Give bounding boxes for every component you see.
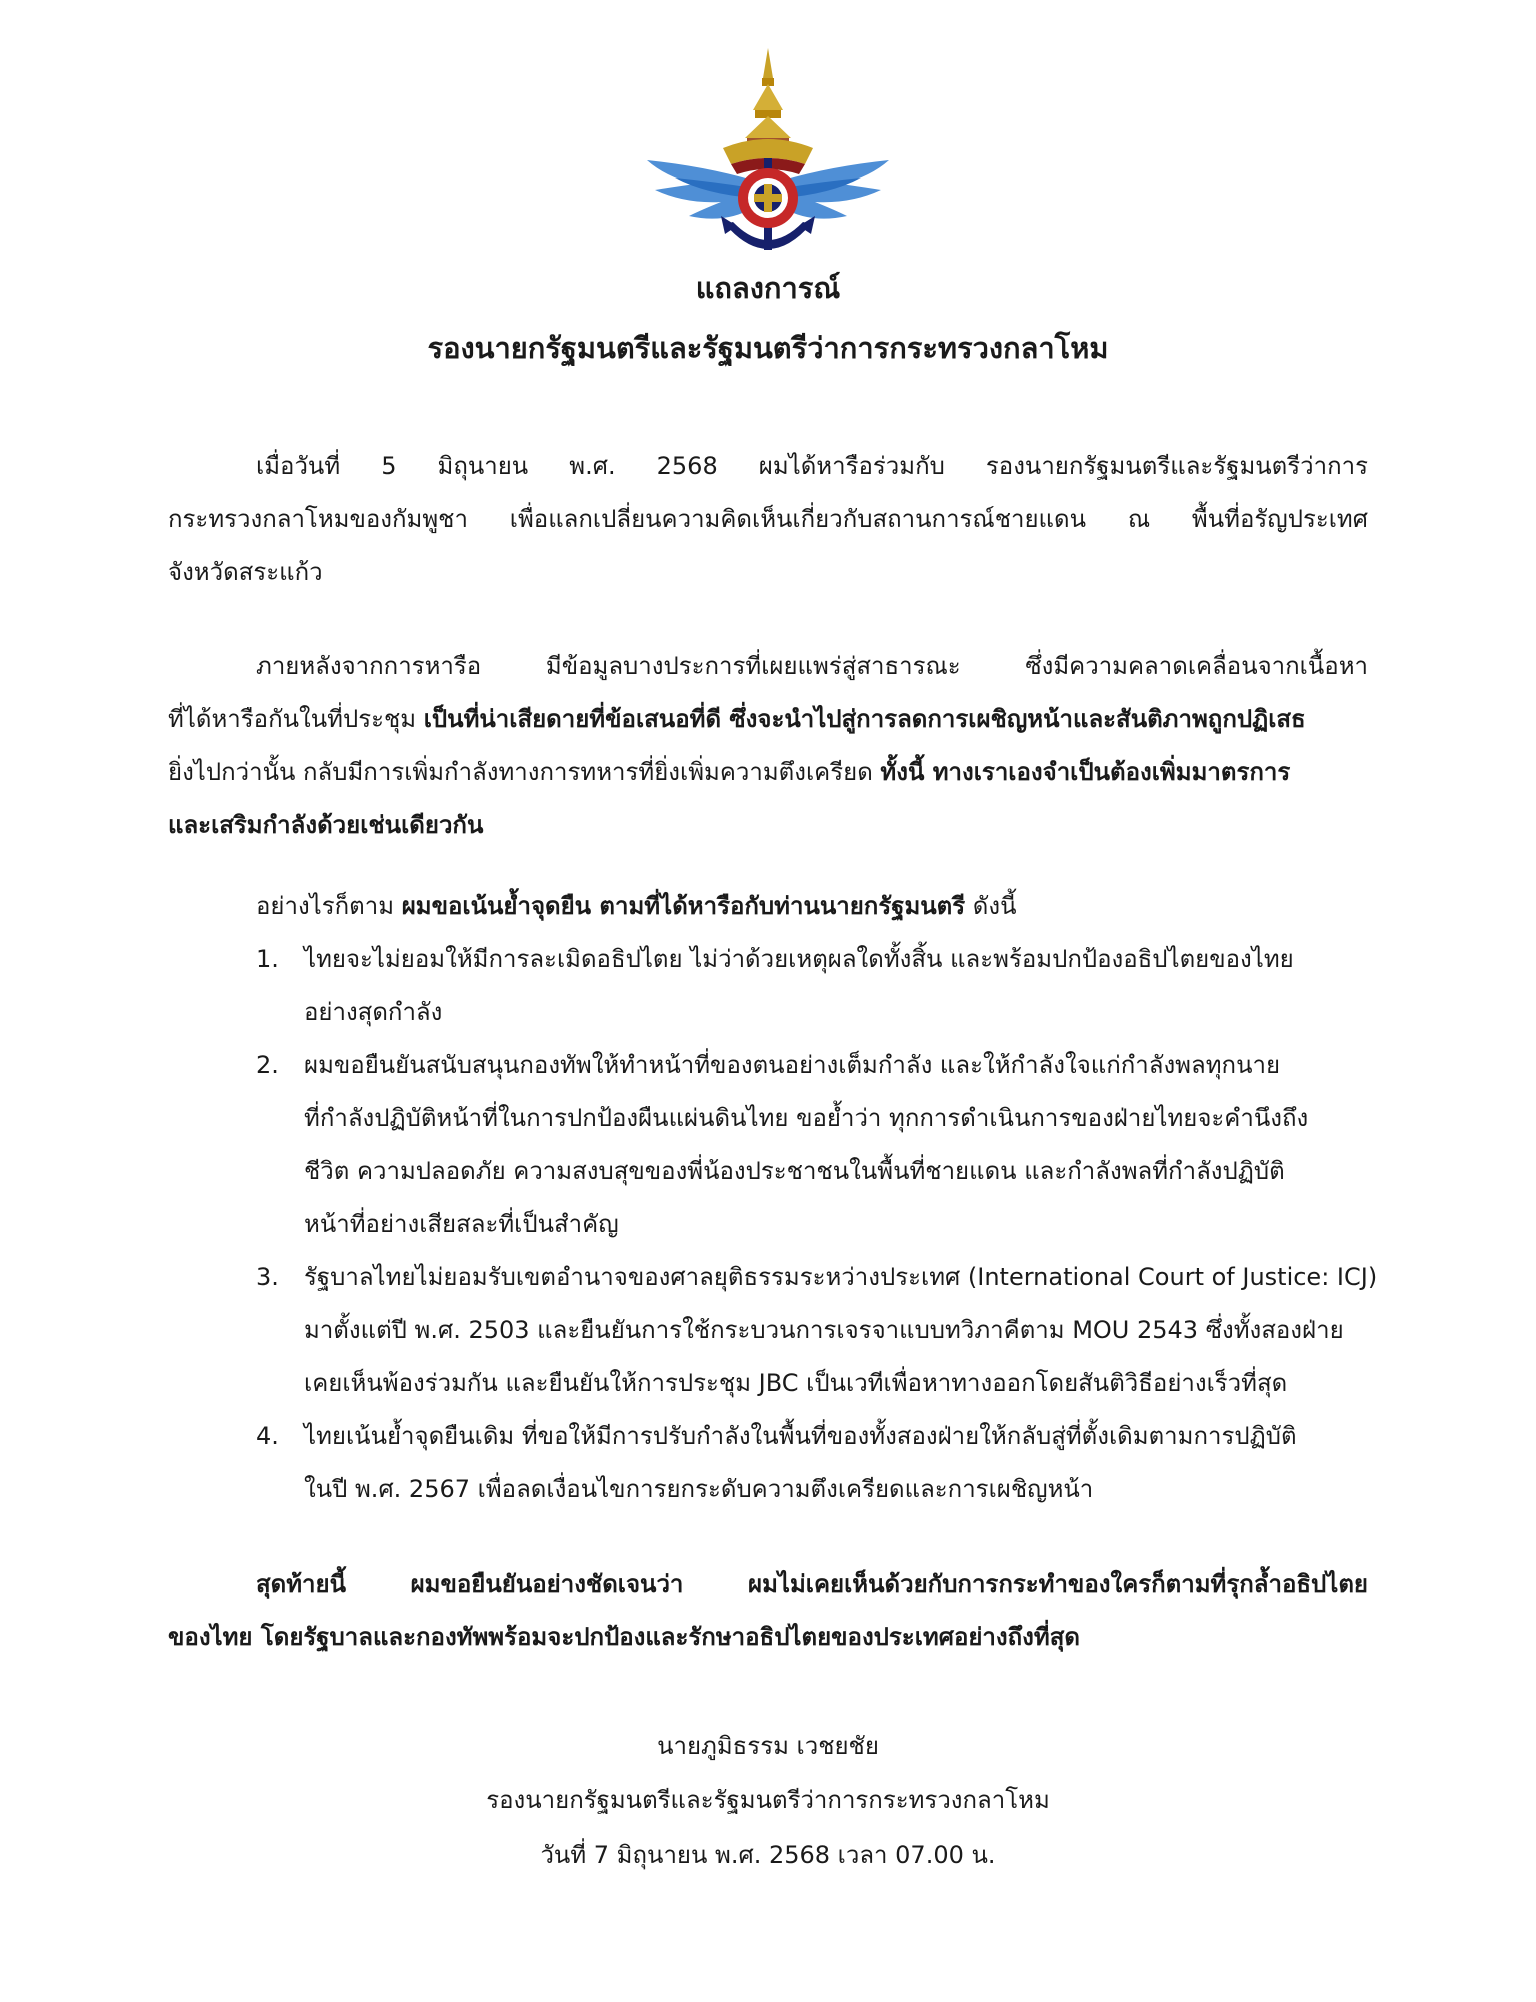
paragraph-line: จังหวัดสระแก้ว [168,558,323,586]
list-number: 1. [256,945,279,973]
paragraph-text: ที่ได้หารือกันในที่ประชุม [168,705,424,733]
signatory-position: รองนายกรัฐมนตรีและรัฐมนตรีว่าการกระทรวงกลาโหม [486,1786,1050,1814]
intro-text: อย่างไรก็ตาม [256,892,402,920]
list-line: มาตั้งแต่ปี พ.ศ. 2503 และยืนยันการใช้กระบวนการเจรจาแบบทวิภาคีตาม MOU 2543 ซึ่งทั้งสองฝ่าย [304,1316,1344,1344]
paragraph-line: ของไทย โดยรัฐบาลและกองทัพพร้อมจะปกป้องและรักษาอธิปไตยของประเทศอย่างถึงที่สุด [168,1623,1080,1651]
list-item [256,933,1368,1039]
intro-text: ดังนี้ [965,892,1017,920]
list-number: 2. [256,1051,279,1079]
list-item [256,1039,1368,1251]
list-intro [256,880,1017,933]
list-item [256,1410,1368,1516]
closing-paragraph [168,1558,1368,1664]
document-title: แถลงการณ์ [695,271,841,305]
paragraph-2 [168,640,1368,852]
list-number: 4. [256,1422,279,1450]
paragraph-line: เมื่อวันที่ 5 มิถุนายน พ.ศ. 2568 ผมได้หารือร่วมกับ รองนายกรัฐมนตรีและรัฐมนตรีว่าการ [256,452,1368,480]
list-item [256,1251,1378,1410]
list-line: ที่กำลังปฏิบัติหน้าที่ในการปกป้องผืนแผ่นดินไทย ขอย้ำว่า ทุกการดำเนินการของฝ่ายไทยจะคำนึงถึง [304,1104,1309,1132]
paragraph-line: กระทรวงกลาโหมของกัมพูชา เพื่อแลกเปลี่ยนความคิดเห็นเกี่ยวกับสถานการณ์ชายแดน ณ พื้นที่อรัญประเทศ [168,505,1368,533]
signatory-name: นายภูมิธรรม เวชยชัย [657,1732,879,1760]
position-list [256,933,1378,1516]
statement-date: วันที่ 7 มิถุนายน พ.ศ. 2568 เวลา 07.00 น. [540,1841,996,1869]
list-line: เคยเห็นพ้องร่วมกัน และยืนยันให้การประชุม JBC เป็นเวทีเพื่อหาทางออกโดยสันติวิธีอย่างเร็วที่สุด [304,1369,1288,1397]
paragraph-bold-text: และเสริมกำลังด้วยเช่นเดียวกัน [168,811,484,839]
document-subtitle: รองนายกรัฐมนตรีและรัฐมนตรีว่าการกระทรวงกลาโหม [427,331,1109,365]
paragraph-line: ภายหลังจากการหารือ มีข้อมูลบางประการที่เผยแพร่สู่สาธารณะ ซึ่งมีความคลาดเคลื่อนจากเนื้อหา [256,652,1368,680]
paragraph-line [168,746,1368,799]
list-line: หน้าที่อย่างเสียสละที่เป็นสำคัญ [304,1210,619,1238]
paragraph-text: ยิ่งไปกว่านั้น กลับมีการเพิ่มกำลังทางการทหารที่ยิ่งเพิ่มความตึงเครียด [168,758,881,786]
list-line: ไทยเน้นย้ำจุดยืนเดิม ที่ขอให้มีการปรับกำลังในพื้นที่ของทั้งสองฝ่ายให้กลับสู่ที่ตั้งเดิมตามการปฏิบัติ [304,1422,1297,1450]
paragraph-line: สุดท้ายนี้ ผมขอยืนยันอย่างชัดเจนว่า ผมไม่เคยเห็นด้วยกับการกระทำของใครก็ตามที่รุกล้ำอธิปไตย [256,1570,1368,1598]
list-number: 3. [256,1263,279,1291]
list-line: ในปี พ.ศ. 2567 เพื่อลดเงื่อนไขการยกระดับความตึงเครียดและการเผชิญหน้า [304,1475,1094,1503]
ministry-emblem-icon [645,48,891,266]
list-line: อย่างสุดกำลัง [304,998,443,1026]
paragraph-bold-text: เป็นที่น่าเสียดายที่ข้อเสนอที่ดี ซึ่งจะนำไปสู่การลดการเผชิญหน้าและสันติภาพถูกปฏิเสธ [423,705,1306,733]
paragraph-1 [168,440,1368,599]
intro-bold-text: ผมขอเน้นย้ำจุดยืน ตามที่ได้หารือกับท่านนายกรัฐมนตรี [401,892,966,920]
list-line: ไทยจะไม่ยอมให้มีการละเมิดอธิปไตย ไม่ว่าด้วยเหตุผลใดทั้งสิ้น และพร้อมปกป้องอธิปไตยของไทย [304,945,1294,973]
paragraph-bold-text: ทั้งนี้ ทางเราเองจำเป็นต้องเพิ่มมาตรการ [880,758,1291,786]
paragraph-line [168,693,1368,746]
list-line: รัฐบาลไทยไม่ยอมรับเขตอำนาจของศาลยุติธรรมระหว่างประเทศ (International Court of Justice: ICJ) [304,1263,1378,1291]
list-line: ผมขอยืนยันสนับสนุนกองทัพให้ทำหน้าที่ของตนอย่างเต็มกำลัง และให้กำลังใจแก่กำลังพลทุกนาย [304,1051,1281,1079]
list-line: ชีวิต ความปลอดภัย ความสงบสุขของพี่น้องประชาชนในพื้นที่ชายแดน และกำลังพลที่กำลังปฏิบัติ [304,1157,1285,1185]
paragraph-line [168,799,1368,852]
